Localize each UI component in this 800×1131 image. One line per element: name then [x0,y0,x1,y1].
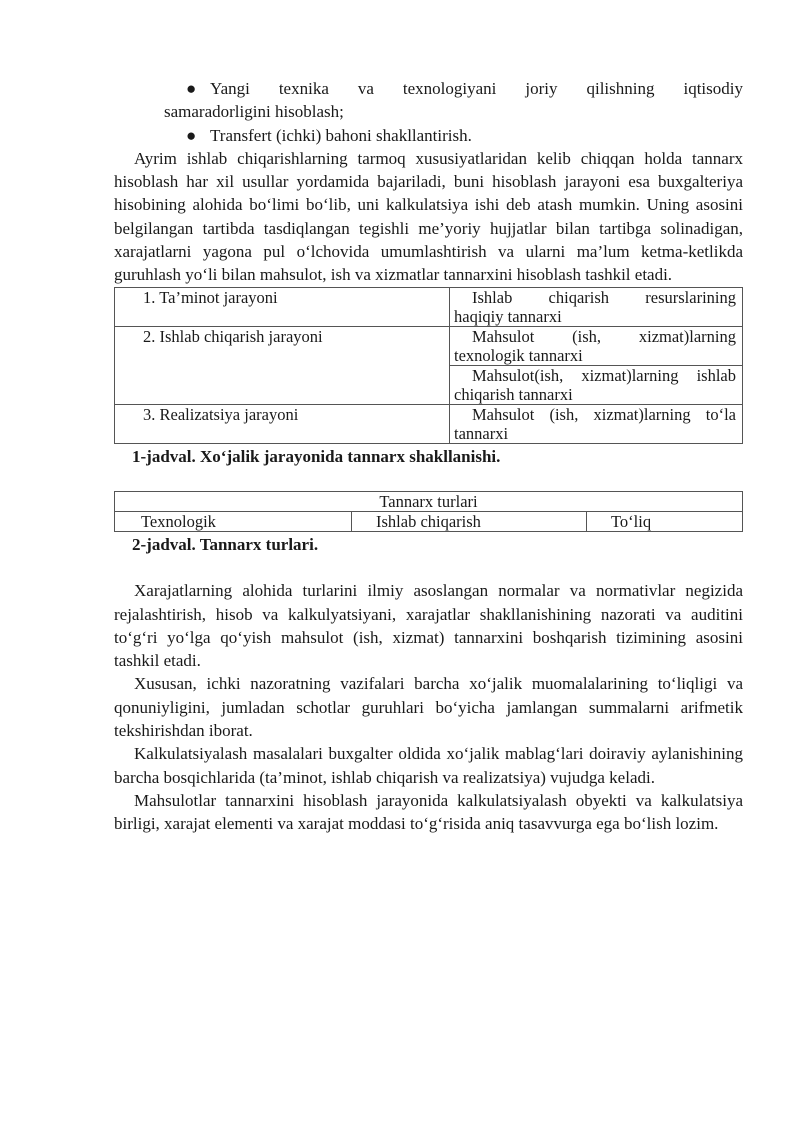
table-caption: 1-jadval. Xo‘jalik jarayonida tannarx shakllanishi. [132,446,501,466]
bullet-icon: ● [186,79,197,98]
table-row [115,287,743,326]
paragraph: Mahsulotlar tannarxini hisoblash jarayonida kalkulatsiyalash obyekti va kalkulatsiya birligi, xarajat elementi va xarajat moddasi to‘g‘risida aniq tasavvurga ega bo‘lish lozim. [114,790,743,834]
bullet-text-continuation: samaradorligini hisoblash; [164,102,344,122]
table-cell: Ishlab chiqarish [352,511,587,531]
cell-text: haqiqiy tannarxi [454,306,562,326]
page-content [114,77,743,836]
table-cell: 2. Ishlab chiqarish jarayoni [115,326,450,404]
table-cell [450,326,743,365]
paragraph: Xususan, ichki nazoratning vazifalari barcha xo‘jalik muomalalarining to‘liqligi va qonuniyligini, jumladan schotlar guruhlari bo‘yicha jamlangan summalarni arifmetik tekshirishdan iborat. [114,674,743,741]
cell-text: Ishlab chiqarish resurslarining [472,287,736,307]
cell-text: Mahsulot(ish, xizmat)larning ishlab [472,365,736,385]
table-row [115,511,743,531]
table-cell: 1. Ta’minot jarayoni [115,287,450,326]
paragraph: Ayrim ishlab chiqarishlarning tarmoq xususiyatlaridan kelib chiqqan holda tannarx hisoblash har xil usullar yordamida bajariladi, buni hisoblash jarayoni esa buxgalteriya hisobining alohida bo‘limi bo‘lib, uni kalkulatsiya ishi deb atash mumkin. Uning asosini belgilangan tartibda tasdiqlangan tegishli me’yoriy hujjatlar bilan tartibga solinadigan, xarajatlarni yagona pul o‘lchovida umumlashtirish va ularni ma’lum ketma-ketlikda guruhlash yo‘li bilan mahsulot, ish va xizmatlar tannarxini hisoblash tashkil etadi. [114,148,743,285]
table-cell: 3. Realizatsiya jarayoni [115,404,450,443]
spacer [114,468,743,491]
spacer [114,556,743,579]
bullet-list [114,77,743,147]
bullet-text-line: Yangi texnika va texnologiyani joriy qilishning iqtisodiy [210,79,743,98]
table-row [115,404,743,443]
table-cell [450,287,743,326]
table-cell [450,365,743,404]
cell-text: chiqarish tannarxi [454,384,573,404]
table-cell: To‘liq [587,511,743,531]
table-row [115,491,743,511]
cell-text: tannarxi [454,423,509,443]
bullet-icon: ● [186,125,197,145]
list-item [114,124,743,147]
table-cost-formation [114,287,743,444]
table-header-cell: Tannarx turlari [115,491,743,511]
paragraph: Kalkulatsiyalash masalalari buxgalter oldida xo‘jalik mablag‘lari doiraviy aylanishining barcha bosqichlarida (ta’minot, ishlab chiqarish va realizatsiya) vujudga keladi. [114,744,743,787]
table-caption: 2-jadval. Tannarx turlari. [132,534,319,554]
bullet-text-line: Transfert (ichki) bahoni shakllantirish. [210,125,472,145]
table-cell: Texnologik [115,511,352,531]
cell-text: texnologik tannarxi [454,345,583,365]
cell-text: Mahsulot (ish, xizmat)larning [472,326,736,346]
paragraph: Xarajatlarning alohida turlarini ilmiy asoslangan normalar va normativlar negizida rejalashtirish, hisob va kalkulyatsiyani, xarajatlar shakllanishining nazorati va auditini to‘g‘ri yo‘lga qo‘yish mahsulot (ish, xizmat) tannarxini boshqarish tizimining asosini tashkil etadi. [114,581,743,671]
table-cell [450,404,743,443]
list-item [114,77,743,124]
table-cost-types [114,491,743,532]
table-row [115,326,743,365]
cell-text: Mahsulot (ish, xizmat)larning to‘la [472,404,736,424]
